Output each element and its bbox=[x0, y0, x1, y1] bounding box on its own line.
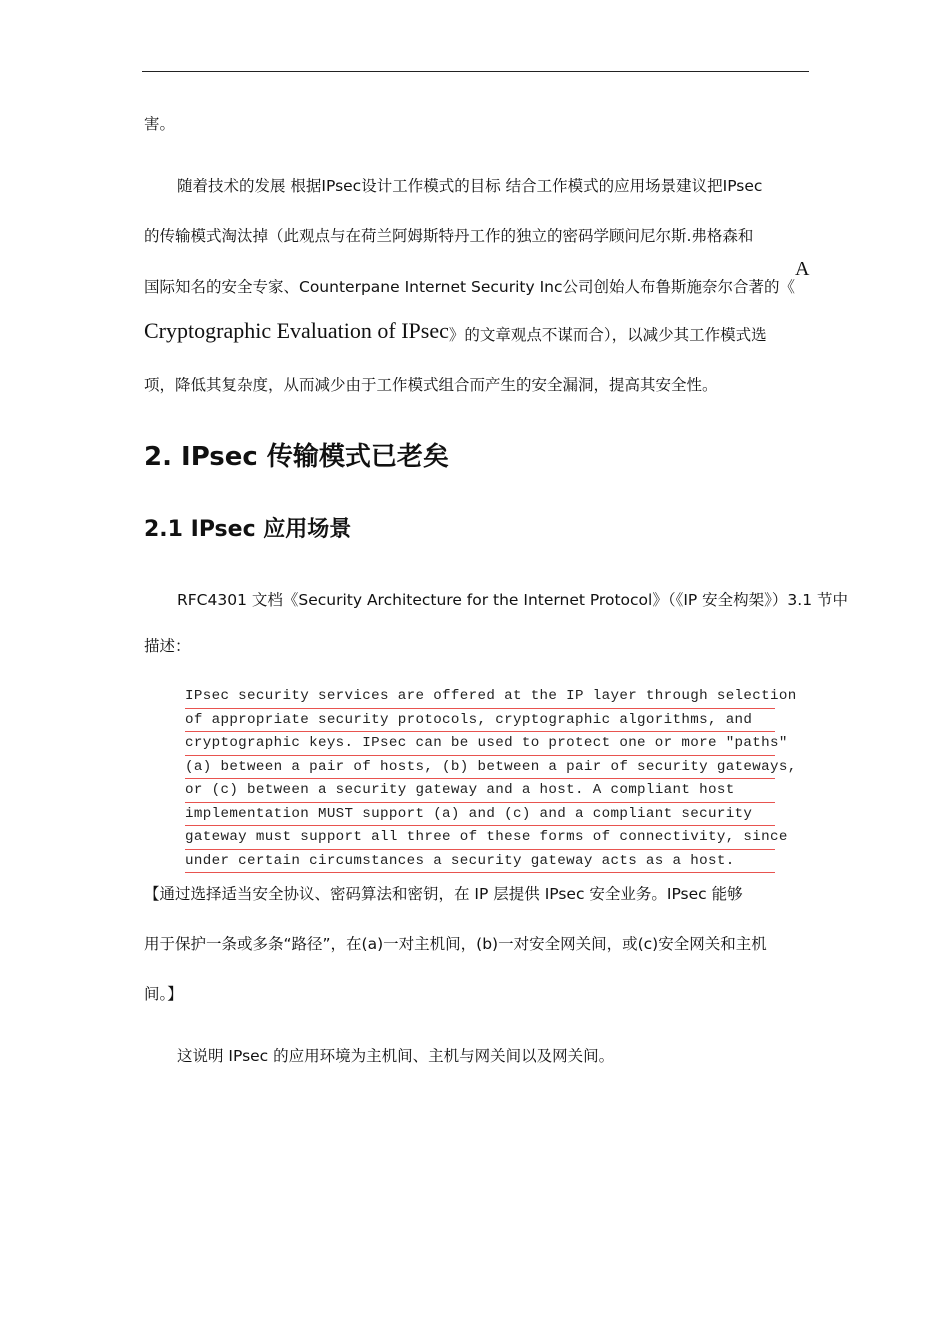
rfc-quote-block bbox=[180, 682, 797, 872]
translation-line: 间。】 bbox=[144, 985, 183, 1003]
paragraph-line: 随着技术的发展 根据IPsec设计工作模式的目标 结合工作模式的应用场景建议把IPsec bbox=[177, 177, 763, 195]
paragraph-text: A bbox=[795, 258, 810, 280]
rfc-quote-line: or (c) between a security gateway and a host. A compliant host bbox=[185, 778, 775, 803]
rfc-quote-line: of appropriate security protocols, cryptographic algorithms, and bbox=[185, 708, 775, 733]
paragraph-line: 项，降低其复杂度，从而减少由于工作模式组合而产生的安全漏洞，提高其安全性。 bbox=[144, 376, 718, 394]
paragraph-line: RFC4301 文档《Security Architecture for the Internet Protocol》（《IP 安全构架》）3.1 节中 bbox=[177, 591, 848, 609]
rfc-quote-line: gateway must support all three of these forms of connectivity, since bbox=[185, 825, 775, 850]
paragraph-text: 国际知名的安全专家、Counterpane Internet Security Inc公司创始人布鲁斯施奈尔合著的《 bbox=[144, 278, 796, 296]
rfc-quote-line: cryptographic keys. IPsec can be used to protect one or more "paths" bbox=[185, 731, 775, 756]
section-heading: 2. IPsec 传输模式已老矣 bbox=[144, 442, 449, 472]
paragraph-line bbox=[144, 318, 767, 344]
rfc-quote-line: implementation MUST support (a) and (c) and a compliant security bbox=[185, 802, 775, 827]
paragraph-line: 害。 bbox=[144, 115, 176, 133]
header-rule bbox=[142, 71, 809, 72]
paper-title-text: Cryptographic Evaluation of IPsec bbox=[144, 318, 449, 343]
conclusion-line: 这说明 IPsec 的应用环境为主机间、主机与网关间以及网关间。 bbox=[177, 1047, 615, 1065]
rfc-quote-line: under certain circumstances a security gateway acts as a host. bbox=[185, 849, 775, 874]
paragraph-line: 描述： bbox=[144, 637, 191, 655]
rfc-quote-line: (a) between a pair of hosts, (b) between a pair of security gateways, bbox=[185, 755, 775, 780]
rfc-quote-line: IPsec security services are offered at the IP layer through selection bbox=[185, 684, 775, 709]
paragraph-line bbox=[144, 258, 810, 296]
translation-line: 用于保护一条或多条“路径”，在(a)一对主机间，(b)一对安全网关间，或(c)安全网关和主机 bbox=[144, 935, 767, 953]
translation-line: 【通过选择适当安全协议、密码算法和密钥，在 IP 层提供 IPsec 安全业务。IPsec 能够 bbox=[144, 885, 743, 903]
subsection-heading: 2.1 IPsec 应用场景 bbox=[144, 517, 352, 542]
paragraph-text: 》的文章观点不谋而合），以减少其工作模式选 bbox=[448, 326, 767, 344]
paragraph-line: 的传输模式淘汰掉（此观点与在荷兰阿姆斯特丹工作的独立的密码学顾问尼尔斯.弗格森和 bbox=[144, 227, 754, 245]
